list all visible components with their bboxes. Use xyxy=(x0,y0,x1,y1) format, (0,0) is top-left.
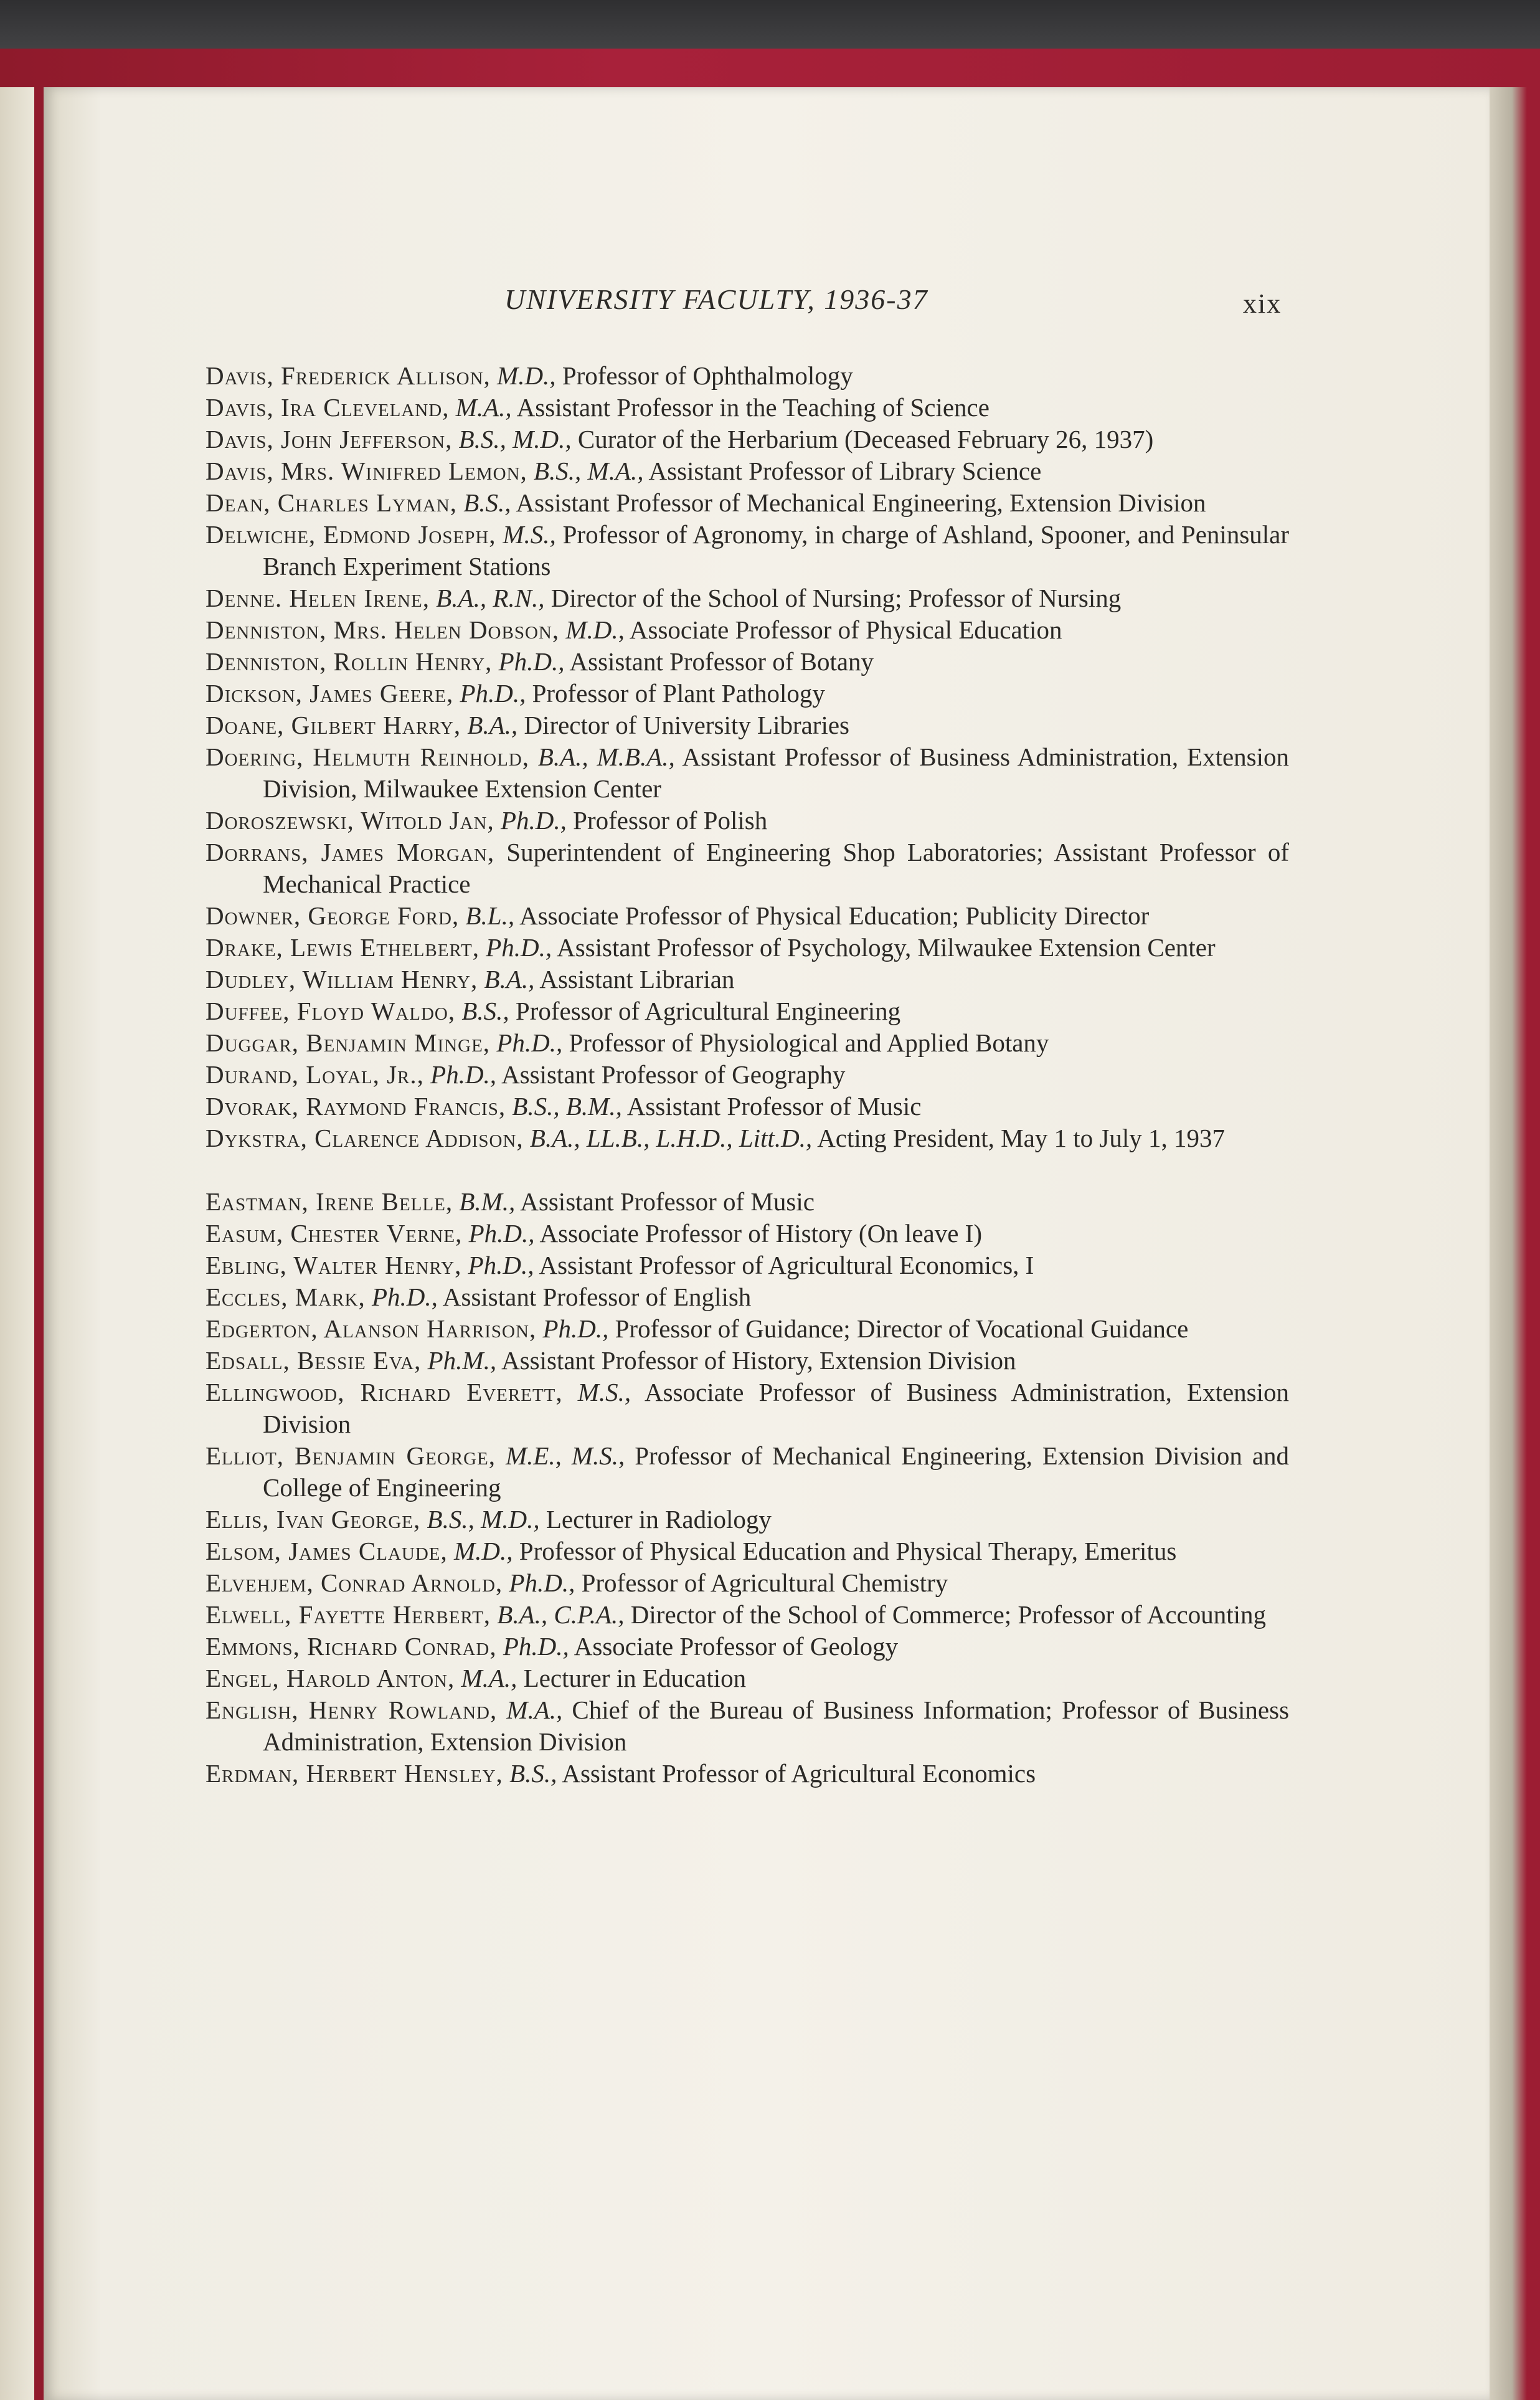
faculty-degrees: Ph.D., xyxy=(468,1251,534,1279)
faculty-entry xyxy=(205,487,1289,519)
faculty-entry xyxy=(205,932,1289,964)
faculty-list-e xyxy=(205,1186,1289,1790)
faculty-position: Professor of Physical Education and Physical Therapy, Emeritus xyxy=(519,1537,1177,1565)
faculty-name: Dudley, William Henry, xyxy=(205,965,478,994)
faculty-position: Assistant Professor of Mechanical Engineering, Extension Division xyxy=(516,488,1206,517)
faculty-entry xyxy=(205,1662,1289,1694)
faculty-name: Engel, Harold Anton, xyxy=(205,1664,455,1692)
faculty-entry xyxy=(205,1567,1289,1599)
faculty-name: Elliot, Benjamin George, xyxy=(205,1441,496,1470)
faculty-list-d xyxy=(205,360,1289,1154)
faculty-name: Eccles, Mark, xyxy=(205,1283,366,1311)
faculty-degrees: Ph.D., xyxy=(509,1568,575,1597)
faculty-position: Professor of Polish xyxy=(573,806,768,835)
faculty-position: Assistant Professor of Business Administration, Extension Division, Milwaukee Extension Center xyxy=(263,742,1290,803)
faculty-name: Drake, Lewis Ethelbert, xyxy=(205,933,479,962)
faculty-entry xyxy=(205,1027,1289,1059)
faculty-entry xyxy=(205,900,1289,932)
faculty-name: Erdman, Herbert Hensley, xyxy=(205,1759,503,1788)
faculty-name: Denne. Helen Irene, xyxy=(205,584,430,612)
faculty-entry xyxy=(205,1313,1289,1345)
faculty-position: Assistant Professor of Geography xyxy=(501,1060,846,1089)
faculty-position: Assistant Professor of Library Science xyxy=(648,457,1042,485)
faculty-entry xyxy=(205,1504,1289,1535)
faculty-name: Ellingwood, Richard Everett, xyxy=(205,1378,563,1406)
faculty-position: Assistant Professor of Botany xyxy=(569,647,874,676)
book-cover-top xyxy=(0,0,1540,56)
faculty-entry xyxy=(205,741,1289,805)
faculty-position: Assistant Professor of Music xyxy=(626,1092,922,1121)
faculty-entry xyxy=(205,1758,1289,1790)
faculty-entry xyxy=(205,805,1289,837)
faculty-degrees: M.E., M.S., xyxy=(505,1441,625,1470)
faculty-degrees: M.A., xyxy=(506,1696,563,1724)
faculty-position: Lecturer in Radiology xyxy=(546,1505,772,1534)
faculty-degrees: B.A., M.B.A., xyxy=(537,742,675,771)
faculty-position: Assistant Professor in the Teaching of Science xyxy=(516,393,990,422)
faculty-position: Associate Professor of Geology xyxy=(574,1632,899,1661)
faculty-degrees: M.D., xyxy=(454,1537,513,1565)
faculty-position: Professor of Physiological and Applied Botany xyxy=(569,1028,1049,1057)
faculty-entry xyxy=(205,1250,1289,1281)
faculty-degrees: B.S., M.D., xyxy=(458,425,572,453)
faculty-degrees: M.A., xyxy=(461,1664,517,1692)
faculty-name: Dykstra, Clarence Addison, xyxy=(205,1124,524,1152)
faculty-name: Ellis, Ivan George, xyxy=(205,1505,421,1534)
faculty-name: Elwell, Fayette Herbert, xyxy=(205,1600,491,1629)
faculty-name: Dickson, James Geere, xyxy=(205,679,454,708)
faculty-position: Assistant Professor of Music xyxy=(520,1187,815,1216)
faculty-entry xyxy=(205,964,1289,995)
faculty-degrees: Ph.D., xyxy=(503,1632,569,1661)
faculty-entry xyxy=(205,1281,1289,1313)
faculty-degrees: B.A., xyxy=(484,965,535,994)
faculty-degrees: B.A., xyxy=(467,711,518,739)
faculty-name: Duggar, Benjamin Minge, xyxy=(205,1028,491,1057)
faculty-degrees: B.S., xyxy=(463,488,511,517)
faculty-name: Easum, Chester Verne, xyxy=(205,1219,463,1248)
faculty-name: Elsom, James Claude, xyxy=(205,1537,448,1565)
faculty-entry xyxy=(205,1122,1289,1154)
faculty-name: Dean, Charles Lyman, xyxy=(205,488,457,517)
page-number: xix xyxy=(1243,288,1282,319)
facing-page-edge xyxy=(0,87,34,2400)
faculty-entry xyxy=(205,1631,1289,1662)
faculty-degrees: B.S., xyxy=(509,1759,557,1788)
faculty-degrees: Ph.D., xyxy=(501,806,567,835)
faculty-degrees: Ph.D., xyxy=(460,679,526,708)
faculty-position: Professor of Plant Pathology xyxy=(532,679,825,708)
faculty-degrees: Ph.D., xyxy=(486,933,552,962)
page-stack-edge xyxy=(1490,87,1527,2400)
faculty-name: Eastman, Irene Belle, xyxy=(205,1187,453,1216)
faculty-name: Dvorak, Raymond Francis, xyxy=(205,1092,506,1121)
faculty-entry xyxy=(205,424,1289,455)
faculty-position: Superintendent of Engineering Shop Laboratories; Assistant Professor of Mechanical Practice xyxy=(263,838,1289,898)
faculty-entry xyxy=(205,519,1289,582)
faculty-degrees: M.D., xyxy=(565,615,625,644)
faculty-degrees: M.S., xyxy=(503,520,556,549)
faculty-degrees: M.A., xyxy=(455,393,512,422)
faculty-degrees: B.M., xyxy=(459,1187,516,1216)
faculty-entry xyxy=(205,1091,1289,1122)
faculty-degrees: B.S., B.M., xyxy=(512,1092,622,1121)
faculty-name: English, Henry Rowland, xyxy=(205,1696,498,1724)
faculty-position: Professor of Agricultural Engineering xyxy=(515,997,901,1025)
faculty-position: Professor of Mechanical Engineering, Extension Division and College of Engineering xyxy=(263,1441,1290,1502)
faculty-entry xyxy=(205,709,1289,741)
faculty-name: Davis, John Jefferson, xyxy=(205,425,453,453)
faculty-degrees: Ph.D., xyxy=(371,1283,438,1311)
faculty-entry xyxy=(205,1535,1289,1567)
faculty-position: Assistant Professor of Agricultural Economics xyxy=(562,1759,1036,1788)
faculty-entry xyxy=(205,1377,1289,1440)
faculty-position: Assistant Professor of Agricultural Economics, I xyxy=(539,1251,1034,1279)
faculty-name: Downer, George Ford, xyxy=(205,901,460,930)
faculty-position: Acting President, May 1 to July 1, 1937 xyxy=(817,1124,1226,1152)
faculty-position: Assistant Professor of History, Extension Division xyxy=(501,1346,1016,1375)
faculty-degrees: M.S., xyxy=(577,1378,631,1406)
faculty-position: Curator of the Herbarium (Deceased February 26, 1937) xyxy=(577,425,1154,453)
faculty-name: Davis, Mrs. Winifred Lemon, xyxy=(205,457,527,485)
faculty-entry xyxy=(205,1345,1289,1377)
faculty-degrees: Ph.D., xyxy=(430,1060,497,1089)
faculty-position: Director of the School of Commerce; Professor of Accounting xyxy=(630,1600,1266,1629)
running-head-title: UNIVERSITY FACULTY, 1936-37 xyxy=(504,283,928,315)
faculty-position: Professor of Agronomy, in charge of Ashland, Spooner, and Peninsular Branch Experiment Stations xyxy=(263,520,1290,581)
faculty-name: Denniston, Mrs. Helen Dobson, xyxy=(205,615,560,644)
faculty-name: Doroszewski, Witold Jan, xyxy=(205,806,494,835)
faculty-name: Emmons, Richard Conrad, xyxy=(205,1632,497,1661)
faculty-name: Denniston, Rollin Henry, xyxy=(205,647,493,676)
faculty-name: Duffee, Floyd Waldo, xyxy=(205,997,456,1025)
faculty-degrees: B.S., xyxy=(461,997,509,1025)
faculty-degrees: B.A., R.N., xyxy=(436,584,545,612)
faculty-name: Edsall, Bessie Eva, xyxy=(205,1346,422,1375)
faculty-position: Associate Professor of Physical Education; Publicity Director xyxy=(519,901,1150,930)
faculty-degrees: Ph.D., xyxy=(498,647,565,676)
faculty-position: Lecturer in Education xyxy=(523,1664,747,1692)
faculty-degrees: Ph.D., xyxy=(496,1028,563,1057)
faculty-entry xyxy=(205,1694,1289,1758)
faculty-position: Director of the School of Nursing; Professor of Nursing xyxy=(550,584,1122,612)
faculty-entry xyxy=(205,360,1289,392)
faculty-position: Assistant Professor of Psychology, Milwaukee Extension Center xyxy=(557,933,1216,962)
faculty-position: Professor of Guidance; Director of Vocational Guidance xyxy=(615,1314,1189,1343)
faculty-entry xyxy=(205,582,1289,614)
faculty-name: Davis, Frederick Allison, xyxy=(205,361,491,390)
faculty-position: Professor of Agricultural Chemistry xyxy=(581,1568,948,1597)
faculty-entry xyxy=(205,614,1289,646)
faculty-position: Chief of the Bureau of Business Information; Professor of Business Administration, Extension Division xyxy=(263,1696,1290,1756)
faculty-degrees: Ph.D., xyxy=(542,1314,609,1343)
faculty-name: Elvehjem, Conrad Arnold, xyxy=(205,1568,503,1597)
faculty-entry xyxy=(205,1218,1289,1250)
faculty-name: Edgerton, Alanson Harrison, xyxy=(205,1314,537,1343)
section-gap xyxy=(205,1154,1289,1186)
faculty-name: Ebling, Walter Henry, xyxy=(205,1251,462,1279)
faculty-degrees: B.S., M.D., xyxy=(427,1505,540,1534)
faculty-position: Associate Professor of Physical Education xyxy=(629,615,1062,644)
faculty-entry xyxy=(205,392,1289,424)
faculty-entry xyxy=(205,995,1289,1027)
faculty-name: Durand, Loyal, Jr., xyxy=(205,1060,424,1089)
faculty-degrees: B.A., C.P.A., xyxy=(497,1600,625,1629)
faculty-position: Associate Professor of History (On leave I) xyxy=(539,1219,982,1248)
faculty-position: Associate Professor of Business Administration, Extension Division xyxy=(263,1378,1290,1438)
faculty-degrees: B.S., M.A., xyxy=(534,457,644,485)
faculty-name: Davis, Ira Cleveland, xyxy=(205,393,450,422)
faculty-degrees: B.L., xyxy=(465,901,515,930)
faculty-list xyxy=(205,360,1289,1790)
faculty-position: Professor of Ophthalmology xyxy=(562,361,853,390)
faculty-degrees: Ph.D., xyxy=(468,1219,535,1248)
faculty-position: Director of University Libraries xyxy=(524,711,850,739)
faculty-position: Assistant Professor of English xyxy=(442,1283,752,1311)
faculty-name: Doane, Gilbert Harry, xyxy=(205,711,461,739)
faculty-entry xyxy=(205,1059,1289,1091)
faculty-name: Dorrans, James Morgan, xyxy=(205,838,495,866)
faculty-name: Doering, Helmuth Reinhold, xyxy=(205,742,529,771)
faculty-entry xyxy=(205,455,1289,487)
faculty-entry xyxy=(205,1599,1289,1631)
faculty-name: Delwiche, Edmond Joseph, xyxy=(205,520,496,549)
faculty-entry xyxy=(205,646,1289,678)
faculty-entry xyxy=(205,837,1289,900)
faculty-entry xyxy=(205,1186,1289,1218)
faculty-degrees: Ph.M., xyxy=(427,1346,497,1375)
faculty-degrees: B.A., LL.B., L.H.D., Litt.D., xyxy=(529,1124,813,1152)
faculty-entry xyxy=(205,1440,1289,1504)
faculty-position: Assistant Librarian xyxy=(539,965,735,994)
faculty-degrees: M.D., xyxy=(497,361,556,390)
faculty-entry xyxy=(205,678,1289,709)
